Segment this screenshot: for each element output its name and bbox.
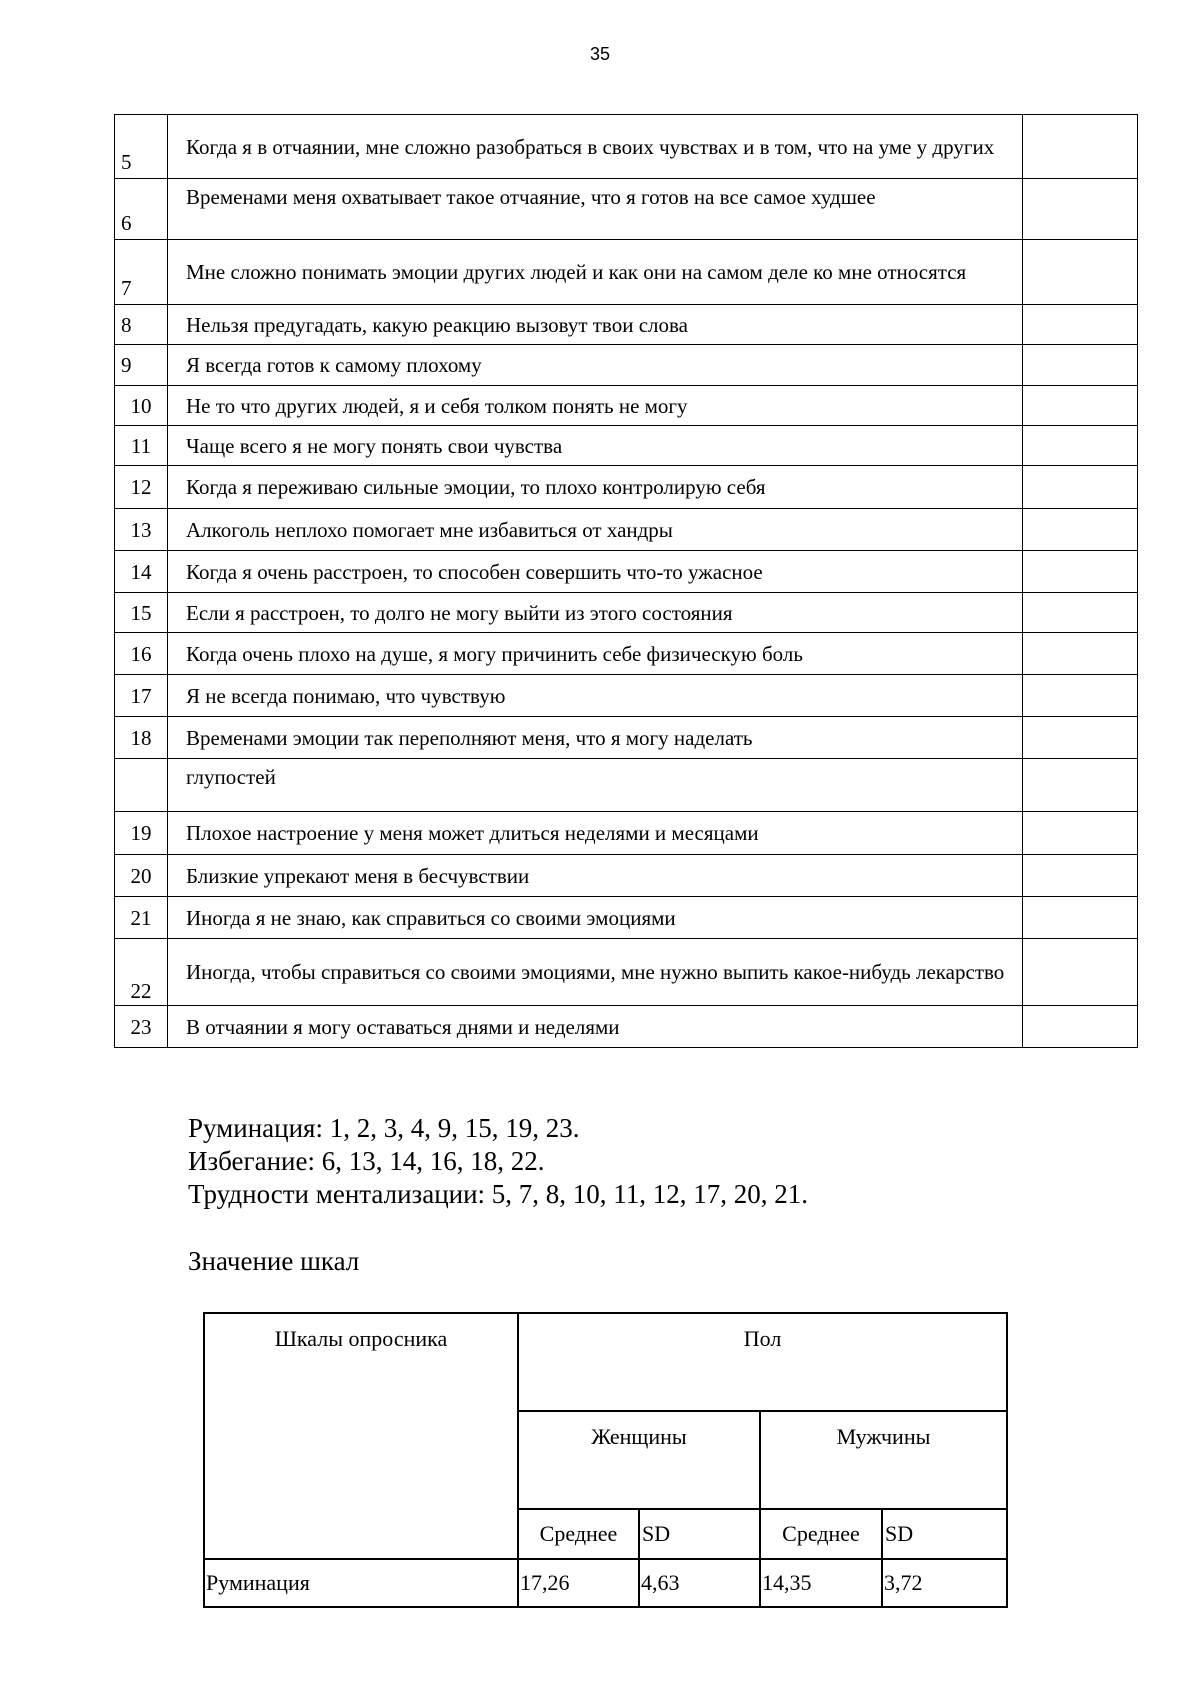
item-text: Алкоголь неплохо помогает мне избавиться от хандры — [168, 509, 1023, 551]
answer-cell — [1023, 812, 1138, 855]
item-number: 22 — [115, 939, 168, 1006]
answer-cell — [1023, 939, 1138, 1006]
item-text: Иногда, чтобы справиться со своими эмоциями, мне нужно выпить какое-нибудь лекарство — [168, 939, 1023, 1006]
item-number: 20 — [115, 855, 168, 897]
header-male: Мужчины — [760, 1411, 1007, 1509]
answer-cell — [1023, 717, 1138, 759]
answer-cell — [1023, 551, 1138, 593]
row-female-sd: 4,63 — [639, 1559, 760, 1607]
item-text: Чаще всего я не могу понять свои чувства — [168, 426, 1023, 466]
questionnaire-table — [114, 114, 1138, 1048]
header-female-mean: Среднее — [518, 1509, 639, 1559]
answer-cell — [1023, 1006, 1138, 1048]
item-number: 12 — [115, 466, 168, 509]
answer-cell — [1023, 179, 1138, 240]
table-row — [115, 240, 1138, 305]
item-number: 8 — [115, 305, 168, 345]
scale-mentalization: Трудности ментализации: 5, 7, 8, 10, 11, 12, 17, 20, 21. — [188, 1179, 809, 1209]
table-row — [204, 1559, 1007, 1607]
answer-cell — [1023, 855, 1138, 897]
item-text: Когда я очень расстроен, то способен совершить что-то ужасное — [168, 551, 1023, 593]
answer-cell — [1023, 675, 1138, 717]
item-number: 15 — [115, 593, 168, 633]
row-male-mean: 14,35 — [760, 1559, 882, 1607]
answer-cell — [1023, 426, 1138, 466]
answer-cell — [1023, 305, 1138, 345]
row-female-mean: 17,26 — [518, 1559, 639, 1607]
item-text: Не то что других людей, я и себя толком понять не могу — [168, 386, 1023, 426]
item-number: 5 — [115, 115, 168, 179]
item-text: глупостей — [168, 759, 1023, 812]
item-text: Плохое настроение у меня может длиться неделями и месяцами — [168, 812, 1023, 855]
header-sex: Пол — [518, 1313, 1007, 1411]
table-row — [115, 386, 1138, 426]
item-number: 9 — [115, 345, 168, 386]
item-text: В отчаянии я могу оставаться днями и неделями — [168, 1006, 1023, 1048]
item-number: 21 — [115, 897, 168, 939]
table-row — [115, 939, 1138, 1006]
item-text: Когда я в отчаянии, мне сложно разобраться в своих чувствах и в том, что на уме у других — [168, 115, 1023, 179]
table-row — [115, 305, 1138, 345]
item-number: 13 — [115, 509, 168, 551]
table-row — [115, 897, 1138, 939]
page-number: 35 — [589, 44, 611, 64]
answer-cell — [1023, 386, 1138, 426]
item-text: Близкие упрекают меня в бесчувствии — [168, 855, 1023, 897]
item-text: Когда я переживаю сильные эмоции, то плохо контролирую себя — [168, 466, 1023, 509]
item-number: 11 — [115, 426, 168, 466]
item-number: 19 — [115, 812, 168, 855]
table-row — [115, 551, 1138, 593]
answer-cell — [1023, 593, 1138, 633]
item-number: 14 — [115, 551, 168, 593]
answer-cell — [1023, 897, 1138, 939]
item-text: Если я расстроен, то долго не могу выйти из этого состояния — [168, 593, 1023, 633]
table-row — [115, 509, 1138, 551]
table-row — [115, 759, 1138, 812]
scale-rumination: Руминация: 1, 2, 3, 4, 9, 15, 19, 23. — [188, 1113, 580, 1143]
table-row — [115, 855, 1138, 897]
answer-cell — [1023, 633, 1138, 675]
table-row — [115, 466, 1138, 509]
answer-cell — [1023, 115, 1138, 179]
table-row — [115, 633, 1138, 675]
table-row — [204, 1313, 1007, 1411]
item-number — [115, 759, 168, 812]
row-male-sd: 3,72 — [882, 1559, 1007, 1607]
table-row — [115, 179, 1138, 240]
table-row — [115, 812, 1138, 855]
item-number: 17 — [115, 675, 168, 717]
header-male-sd: SD — [882, 1509, 1007, 1559]
item-text: Я не всегда понимаю, что чувствую — [168, 675, 1023, 717]
answer-cell — [1023, 509, 1138, 551]
item-text: Временами эмоции так переполняют меня, что я могу наделать — [168, 717, 1023, 759]
item-text: Когда очень плохо на душе, я могу причинить себе физическую боль — [168, 633, 1023, 675]
item-text: Я всегда готов к самому плохому — [168, 345, 1023, 386]
table-row — [115, 593, 1138, 633]
table-row — [115, 426, 1138, 466]
table-row — [115, 1006, 1138, 1048]
header-female: Женщины — [518, 1411, 760, 1509]
scales-key — [188, 1112, 808, 1211]
item-number: 10 — [115, 386, 168, 426]
item-number: 16 — [115, 633, 168, 675]
table-row — [115, 115, 1138, 179]
answer-cell — [1023, 345, 1138, 386]
header-male-mean: Среднее — [760, 1509, 882, 1559]
table-row — [115, 675, 1138, 717]
answer-cell — [1023, 759, 1138, 812]
row-scale-name: Руминация — [204, 1559, 518, 1607]
header-scales: Шкалы опросника — [204, 1313, 518, 1559]
item-number: 18 — [115, 717, 168, 759]
item-number: 7 — [115, 240, 168, 305]
item-text: Мне сложно понимать эмоции других людей и как они на самом деле ко мне относятся — [168, 240, 1023, 305]
scale-values-title: Значение шкал — [188, 1246, 360, 1276]
item-text: Временами меня охватывает такое отчаяние, что я готов на все самое худшее — [168, 179, 1023, 240]
answer-cell — [1023, 240, 1138, 305]
header-female-sd: SD — [639, 1509, 760, 1559]
scale-avoidance: Избегание: 6, 13, 14, 16, 18, 22. — [188, 1146, 545, 1176]
table-row — [115, 717, 1138, 759]
item-text: Нельзя предугадать, какую реакцию вызовут твои слова — [168, 305, 1023, 345]
item-number: 23 — [115, 1006, 168, 1048]
item-number: 6 — [115, 179, 168, 240]
item-text: Иногда я не знаю, как справиться со своими эмоциями — [168, 897, 1023, 939]
table-row — [115, 345, 1138, 386]
answer-cell — [1023, 466, 1138, 509]
stats-table — [203, 1312, 1008, 1608]
